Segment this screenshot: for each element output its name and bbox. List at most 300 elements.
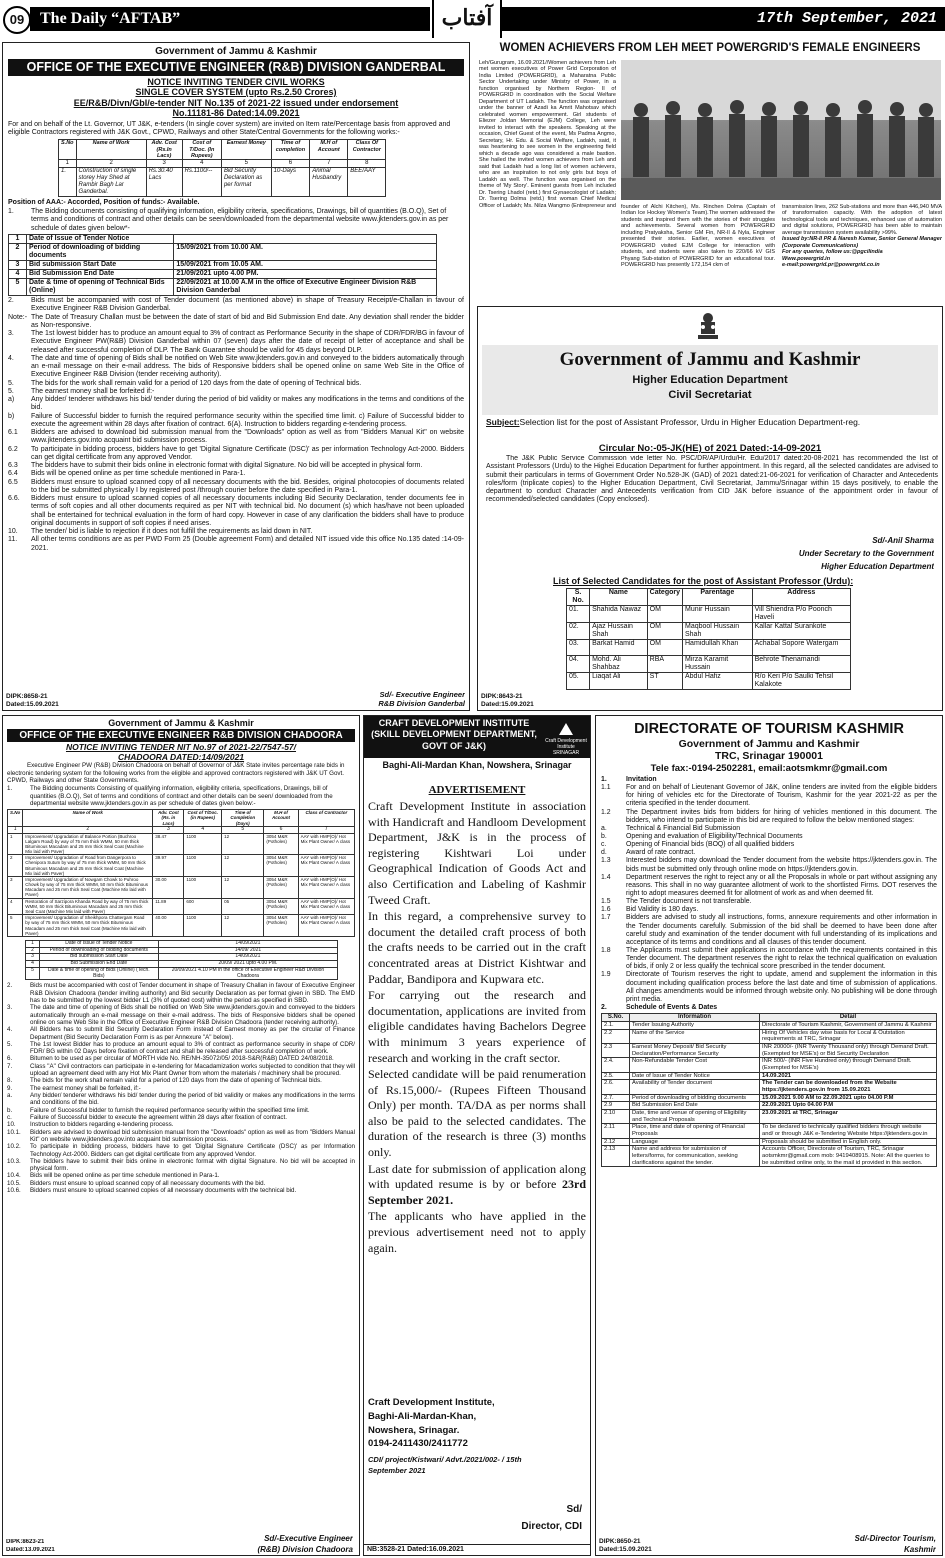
office-title: OFFICE OF THE EXECUTIVE ENGINEER R&B DIVISION CHADOORA xyxy=(7,729,355,743)
term-number: 6. xyxy=(7,1055,13,1063)
item-text: The Tender document is not transferable. xyxy=(626,898,752,906)
schedule-cell: 2.5. xyxy=(602,1072,630,1080)
masthead-logo: آفتاب xyxy=(432,0,502,38)
craft-development-ad xyxy=(363,715,591,1556)
table-cell: BEE/AAY xyxy=(348,168,386,197)
term-item xyxy=(7,1004,355,1026)
schedule-cell: Availability of Tender document xyxy=(630,1080,760,1094)
cdi-body xyxy=(368,799,586,1257)
dates-cell: 4 xyxy=(26,961,40,968)
para-1: 1. The Bidding documents consisting of qualifying information, eligibility criteria, specifications, Drawings, bill of quantities (B.O.Q), Set of terms and conditions of contract and other details can be seen/downloaded from the departmental website www.jktenders.gov.in as per schedule of dates given below*- xyxy=(8,208,449,232)
table-cell: 10-Days xyxy=(271,168,310,197)
circular-no: Circular No:-05-JK(HE) of 2021 Dated:-14-09-2021 xyxy=(598,443,822,454)
term-number: 6.3 xyxy=(8,462,18,470)
notice-sub3: EE/R&B/Divn/Gbl/e-tender NIT No.135 of 2021-22 issued under endorsement xyxy=(73,97,399,108)
sign-name: Sd/-Anil Sharma xyxy=(872,536,934,545)
work-cell: Improvement/ Upgradation of Road from Dangerpora to Chenipora Sutum by way of 75 mm thick WMM, 50 mm thick Bituminous Macadam and 25 mm thick Seal Coat (Machine Mix laid with Paver) xyxy=(23,855,153,877)
tender-item xyxy=(601,906,937,914)
candidate-cell: ST xyxy=(647,673,682,690)
dates-cell: 3 xyxy=(26,954,40,961)
dates-row xyxy=(9,261,437,270)
office-title: OFFICE OF THE EXECUTIVE ENGINEER (R&B) DIVISION GANDERBAL xyxy=(8,59,464,76)
term-text: The earnest money shall be forfeited if:- xyxy=(31,387,155,395)
intro-text: For and on behalf of the Lt. Governor, UT J&K, e-tenders (In single cover system) are invited on Item rate/Percentage basis from approved and eligible Contractors registered with J&K Govt., CPWD, Railways and other State/Central Governments for the following works:- xyxy=(8,120,451,137)
term-text: To participate in bidding process, bidders have to get 'Digital Signature Certificate (DSC)' as per Information Technology Act-2000. Bidders can get digital certificate from any approved Vendor. xyxy=(30,1143,355,1158)
term-item xyxy=(8,330,464,355)
chadoora-tender-ad xyxy=(2,715,360,1556)
item-number: 1.6 xyxy=(601,906,611,914)
schedule-cell: 2.9 xyxy=(602,1102,630,1110)
table-number-cell: 7 xyxy=(310,160,348,168)
term-number: 6.4 xyxy=(8,470,18,478)
schedule-row xyxy=(602,1022,937,1030)
item-text: Bid Validity is 180 days. xyxy=(626,906,699,914)
body-p4: Selected candidate will be paid renumeration of Rs.15,000/- (Rupees Fifteen Thousand Only) per month. TA/DA as per norms shall also be paid to the selected candidates. The duration of the research is three (3) months only. xyxy=(368,1067,586,1160)
tender-item xyxy=(601,1004,937,1012)
dates-row xyxy=(26,967,338,980)
item-number: 1.9 xyxy=(601,971,611,979)
dept-title: Higher Education Department xyxy=(632,374,788,387)
sign-designation: Under Secretary to the Government xyxy=(798,549,934,558)
dates-cell: Date & time of opening of Bids (Online) (Tech. Bids) xyxy=(40,967,159,980)
work-cell: 40.00 xyxy=(153,915,184,937)
govt-heading: Government of Jammu & Kashmir xyxy=(108,718,254,728)
term-text: Bids will be opened online as per time schedule mentioned in Para-1. xyxy=(30,1172,220,1180)
item-text: Opening and evaluation of Eligibility/Technical Documents xyxy=(626,833,803,841)
term-number: b. xyxy=(7,1106,13,1114)
work-cell: 3054 M&R (Potholes) xyxy=(264,833,298,855)
table-number-cell: 8 xyxy=(348,160,386,168)
work-cell: 1100 xyxy=(184,833,222,855)
dates-row xyxy=(9,234,437,243)
item-text: Bidders are advised to study all instructions, forms, annexure requirements and other information in the Tender documents carefully. Submission of the bid shall be deemed to have been done after careful study and examination of the tender document with full understanding of its implications and acceptance of its terms and conditions and all clauses of this tender document. xyxy=(626,914,937,946)
term-item xyxy=(7,1092,355,1107)
dates-cell: 22/09/2021 at 10.00 A.M in the office of Executive Engineer Division R&B Division Ganderbal xyxy=(174,279,436,296)
dates-cell: Period of downloading of bidding documents xyxy=(27,243,174,260)
sec-title: Civil Secretariat xyxy=(668,389,752,402)
candidates-table xyxy=(566,588,851,690)
schedule-row xyxy=(602,1029,937,1043)
schedule-cell: Date, time and venue of opening of Eligibility and Technical Proposals xyxy=(630,1109,760,1123)
table-number-cell: 6 xyxy=(264,826,298,833)
schedule-cell: 2.6. xyxy=(602,1080,630,1094)
table-header-cell: Category xyxy=(647,589,682,606)
schedule-row xyxy=(602,1102,937,1110)
schedule-cell: 2.1. xyxy=(602,1022,630,1030)
item-number: d. xyxy=(601,849,607,857)
candidate-cell: Munir Hussain xyxy=(683,606,753,623)
table-number-cell: 6 xyxy=(271,160,310,168)
term-number: 6.5 xyxy=(8,478,18,486)
item-text: Opening of Financial bids (BOQ) of all qualified bidders xyxy=(626,841,795,849)
work-cell: AAY with HMP(O)/ Hot Mix Plant Owner/ A class xyxy=(298,915,354,937)
article-title: WOMEN ACHIEVERS FROM LEH MEET POWERGRID'S FEMALE ENGINEERS xyxy=(499,42,921,54)
dates-row xyxy=(9,243,437,260)
term-item xyxy=(7,1114,355,1121)
tourism-tel: Tele fax:-0194-2502281, email:aotsmkmr@gmail.com xyxy=(650,762,888,774)
table-header-cell: Earnest Money xyxy=(221,140,271,160)
candidate-row xyxy=(567,606,851,623)
emblem-icon xyxy=(693,310,723,342)
table-header-cell: S. No. xyxy=(567,589,590,606)
schedule-row xyxy=(602,1094,937,1102)
sign-dept: Higher Education Department xyxy=(821,562,934,571)
govt-heading: Government of Jammu & Kashmir xyxy=(155,46,317,57)
body-p2: In this regard, a comprehensive survey to document the detailed craft process of both the crafts needs to be carried out in the craft concentrated areas at District Kishtwar and Paddar, Bandipora and Kupwara etc. xyxy=(368,909,586,986)
body-p6: The applicants who have applied in the previous advertisement need not to apply again. xyxy=(368,1209,586,1255)
term-number: 11. xyxy=(8,536,18,544)
dates-table xyxy=(25,940,338,981)
item-text: Invitation xyxy=(626,776,657,784)
tender-item xyxy=(601,898,937,906)
term-number: 10.4. xyxy=(7,1172,21,1180)
term-item xyxy=(7,1172,355,1179)
table-cell: Bid Security Declaration as per format xyxy=(221,168,271,197)
table-header-cell: M.H of Account xyxy=(310,140,348,160)
schedule-cell: 2.7. xyxy=(602,1094,630,1102)
table-number-cell: 1 xyxy=(8,826,23,833)
work-cell: 30.00 xyxy=(153,876,184,898)
term-text: Bidders must ensure to upload scanned copy of all necessary documents with the bid. xyxy=(30,1179,266,1187)
term-number: 6.1 xyxy=(8,429,18,437)
term-text: All other terms conditions are as per PWD Form 25 (Double agreement Form) and detailed NIT issued vide this office No.135 dated :14-09-2021. xyxy=(31,536,464,552)
candidate-cell: OM xyxy=(647,623,682,640)
dates-cell: 20/09/ 2021 upto 4.00 PM. xyxy=(158,961,337,968)
term-text: Bidders are advised to download bid submission manual from the "Downloads" option as well as from "Bidders Manual Kit" on website www.jktenders.gov.into acquaint bid submission process. xyxy=(30,1128,355,1143)
work-cell: 4 xyxy=(8,898,23,915)
terms-list xyxy=(7,982,355,1194)
work-cell: 12 xyxy=(222,833,264,855)
candidate-row xyxy=(567,623,851,640)
work-cell: 1100 xyxy=(184,855,222,877)
candidate-cell: RBA xyxy=(647,656,682,673)
dates-cell: Period of downloading of bidding documents xyxy=(40,947,159,954)
term-text: Bitumen to be used as per circular of MORTH vide No. RE/NH-35072/05/ 2018-S&R(R&B) DATED 24/08/2018. xyxy=(30,1055,334,1063)
term-text: Any bidder/ tenderer withdraws his bid/ tender during the period of bid validity or makes any modifications in the terms and conditions of the bid. xyxy=(30,1092,355,1107)
work-cell: 1100 xyxy=(184,876,222,898)
website: Www.powergrid.in xyxy=(782,255,831,262)
candidate-cell: Ajaz Hussain Shah xyxy=(590,623,648,640)
candidate-cell: Barkat Hamid xyxy=(590,640,648,656)
nb-ref: NB:3528-21 Dated:16.09.2021 xyxy=(364,1544,590,1555)
tender-item xyxy=(601,784,937,808)
term-number: 3. xyxy=(8,330,14,338)
term-number: 10.2. xyxy=(7,1143,21,1151)
schedule-cell: Tender Issuing Authority xyxy=(630,1022,760,1030)
schedule-row xyxy=(602,1080,937,1094)
dates-cell: Bid Submission End Date xyxy=(40,961,159,968)
photo-women-group xyxy=(621,60,941,200)
dipk-ref: DIPK:8643-21 xyxy=(481,693,523,701)
term-item xyxy=(8,528,464,536)
schedule-row xyxy=(602,1146,937,1167)
table-number-cell: 5 xyxy=(222,826,264,833)
term-item xyxy=(8,314,464,331)
item-number: 1.4 xyxy=(601,873,611,881)
term-text: The 1st lowest bidder has to produce an amount equal to 3% of contract as Performance Security in the shape of CDR/FDR/BG in favour of Executive Engineer PW(R&B) Division Ganderbal within 07 (seven) days after the date of receipt of letter of acceptance and shall be released after successful completion of DLP. The Bank Guarantee should be valid for 45 days beyond DLP. xyxy=(31,330,464,354)
term-item xyxy=(8,446,464,463)
term-text: The date and time of opening of Bids shall be notified on Web Site www.jktenders.gov.in and conveyed to the bidders automatically through an e-mail message on their e-mail address. The bids of Responsive bidders shall be opened online on same Web Site in the Office of Executive Engineer R&B Division (tender receiving authority). xyxy=(31,354,464,379)
schedule-cell: Language xyxy=(630,1138,760,1146)
term-number: a. xyxy=(7,1092,13,1100)
table-header-cell: Name xyxy=(590,589,648,606)
work-cell: 12 xyxy=(222,915,264,937)
article-col-1: Leh/Gurugram, 16.09.2021//Women achievers from Leh met women executives of Power Grid Corporation of India Limited (POWERGRID), a Maharatna Public Sector Undertaking under Ministry of Power, in a function organised by Northern Region- II of POWERGRID in coordination with the Social Welfare Department of UT Ladakh. The function was organised under the banner of Azadi ka Amrit Mahotsav which celebrated women empowerment. Girl students of Eliezer Joldan Memorial (EJM) College, Leh were invited to interact with the speakers. Speaking at the occasion, Chief Guest of the event, Ms Padma Angmo, Secretary, Hr. Edu. & Social Welfare, Ladakh, said, it was heartening to see women in the engineering field which a decade ago was considered a male bastion. She hailed the invited women achievers from Leh and said that Ladakh had a long list of women achievers, who are an inspiration to not only girls but boys of Ladakh as well. The function was organised on the theme of 'My Story'. Eminent guests from Leh included Dr. Tsering Lhadol (retd.) first Gynaecologist of Ladakh; Dr. Tsering Dolma (retd.) first woman Chief Medical Officer of Ladakh; Ms. Nilza Wangmo (Entrepreneur and xyxy=(479,60,616,209)
schedule-row xyxy=(602,1058,937,1072)
item-text: The Department invites bids from bidders for hiring of vehicles mentioned in this document. The bidders, who intend to participate in this bid are required to follow the below mentioned stages: xyxy=(626,808,937,824)
term-item xyxy=(8,470,464,478)
col3-text: transmission lines, 262 Sub-stations and more than 446,940 MVA of transformation capacity. With the adoption of latest technological tools and techniques, enhanced use of automation and digital solutions, POWERGRID has been able to maintain average transmission system availability >99%. xyxy=(782,204,942,236)
dates-cell: Bid Submission End Date xyxy=(27,270,174,279)
article-col-2: founder of Alchi Kitchen), Ms. Rinchen Dolma (Captain of Indian Ice Hockey Women's Team).The women addressed the students and inspired them with the stories of their struggles and achievements. Several women from POWERGRID including Pratyaksha, Senior GM Fin, NR-II & Nyla, Engineer presented their stories. Earlier, women executives of POWERGRID visited EJM College for interaction with students, and students were also taken to 220/66 kV GIS Phyang Sub-station of POWERGRID for an educational tour. POWERGRID has presently 172,154 ckm of xyxy=(621,204,775,269)
dipk-ref: DIPK:8650-21 xyxy=(599,1538,641,1546)
work-row xyxy=(8,855,355,877)
term-number: 10. xyxy=(8,528,18,536)
item-text: Schedule of Events & Dates xyxy=(626,1004,718,1011)
dates-cell: Date of Issue of Tender Notice xyxy=(40,940,159,947)
work-cell: 3054 M&R (Potholes) xyxy=(264,855,298,877)
candidate-row xyxy=(567,640,851,656)
cdi-logo-icon xyxy=(558,722,574,736)
work-cell: 3 xyxy=(8,876,23,898)
table-cell: Rs.30.40 Lacs xyxy=(146,168,182,197)
table-number-cell: 7 xyxy=(298,826,354,833)
subject-line xyxy=(486,417,936,427)
tourism-tender-ad xyxy=(595,715,943,1556)
dated-ref: Dated:15.09.2021 xyxy=(6,701,59,709)
schedule-cell: Place, time and date of opening of Financial Proposals xyxy=(630,1124,760,1138)
govt-title: Government of Jammu and Kashmir xyxy=(559,349,861,370)
schedule-row xyxy=(602,1109,937,1123)
table-header-cell: S.No. xyxy=(602,1014,630,1022)
term-text: Class "A" Civil contractors can participate in e-tendering for Macadamization works subjected to condition that they will upload an agreement deed with any Hot Mix Plant Owner from whom the materials / machinery shall be procured. xyxy=(30,1062,355,1078)
signature-1: Sd/-Director Tourism, xyxy=(854,1533,936,1543)
term-number: b) xyxy=(8,412,15,420)
term-text: To participate in bidding process, bidders have to get 'Digital Signature Certificate (DSC)' as per information Technology Act-2000. Bidders can get digital certificate from any approved Vendor. xyxy=(31,445,464,461)
term-number: 5. xyxy=(8,379,14,387)
table-number-cell: 4 xyxy=(182,160,221,168)
term-item xyxy=(7,1107,355,1114)
dates-cell: 1 xyxy=(26,940,40,947)
schedule-cell: 15.09.2021 9.00 AM to 22.09.2021 upto 04.00 P.M xyxy=(760,1094,937,1102)
candidate-cell: 02. xyxy=(567,623,590,640)
term-item xyxy=(8,396,464,413)
term-item xyxy=(8,388,464,396)
candidate-cell: OM xyxy=(647,606,682,623)
term-number: 6.2 xyxy=(8,445,18,453)
signature-2: Director, CDI xyxy=(521,1521,582,1532)
subject-label: Subject: xyxy=(486,417,520,427)
table-number-cell: 2 xyxy=(76,160,146,168)
dates-cell: 1 xyxy=(9,234,27,243)
schedule-cell: Bid Submission End Date xyxy=(630,1102,760,1110)
term-text: The bids for the work shall remain valid for a period of 120 days from the date of opening of Technical bids. xyxy=(31,379,362,387)
dates-cell: 14/09/2021 xyxy=(158,954,337,961)
candidate-cell: R/o Keri P/o Saulki Tehsil Kalakote xyxy=(752,673,850,690)
table-number-cell: 3 xyxy=(146,160,182,168)
list-title: List of Selected Candidates for the post of Assistant Professor (Urdu): xyxy=(553,576,854,586)
schedule-cell: Hiring Of Vehicles day wise basis for Local & Outstation requirements at TRC, Srinagar xyxy=(760,1029,937,1043)
tender-item xyxy=(601,776,937,784)
dates-cell: 5 xyxy=(9,279,27,296)
signature-2: (R&B) Division Chadoora xyxy=(257,1544,353,1554)
tender-item xyxy=(601,947,937,971)
schedule-cell: Date of Issue of Tender Notice xyxy=(630,1072,760,1080)
term-text: All Bidders has to submit Bid Security Declaration Form instead of Earnest money as per the circular of Finance Department (Bid Security Declaration Form is as per Annexure "A" below). xyxy=(30,1026,355,1041)
term-number: Note:- xyxy=(8,313,28,321)
table-header-cell: Name of Work xyxy=(23,810,153,827)
candidate-cell: Kallar Kattal Surankote xyxy=(752,623,850,640)
term-number: c. xyxy=(7,1113,12,1121)
term-item xyxy=(8,479,464,496)
term-text: The bidders have to submit their bids online in electronic format with digital Signature. No bid will be accepted in physical form. xyxy=(31,462,423,470)
signature-2: R&B Division Ganderbal xyxy=(378,700,465,709)
candidate-cell: Liaqat Ali xyxy=(590,673,648,690)
notice-sub4: No.11181-86 Dated:14.09.2021 xyxy=(172,108,300,119)
table-cell: Rs.1100/-- xyxy=(182,168,221,197)
work-cell: AAY with HMP(O)/ Hot Mix Plant Owner/ A class xyxy=(298,898,354,915)
work-cell: 3054 M&R (Potholes) xyxy=(264,898,298,915)
issued-by: Issued by:NR-II PR & Naresh Kumar, Senior General Manager (Corporate Communications) xyxy=(782,236,942,249)
dates-table xyxy=(8,234,437,296)
item-number: b. xyxy=(601,833,607,841)
table-header-cell: Address xyxy=(752,589,850,606)
notice-sub1: NOTICE INVITING TENDER CIVIL WORKS xyxy=(147,76,325,87)
body-p3: For carrying out the research and documentation, applications are invited from eligible candidates having Bachelors Degree with minimum 3 years experience of research and working in the craft sector. xyxy=(368,988,586,1065)
candidate-cell: OM xyxy=(647,640,682,656)
para-1: 1. The Bidding documents Consisting of qualifying information, eligibility criteria, specifications, Drawings, bill of quantities (B.O.Q), Set of terms and conditions of contract and other details can be seen/ downloaded from the departmental website www.jktenders.gov.in as per schedule of dates given below:- xyxy=(7,785,333,807)
dates-cell: 20/09/2021 4.10 PM in the office of Executive Engineer R&B Division Chadoora xyxy=(158,967,337,980)
item-number: a. xyxy=(601,824,607,832)
dated-ref: Dated:15.09.2021 xyxy=(481,701,534,709)
item-text: For and on behalf of Lieutenant Governor of J&K, online tenders are invited from the eligible bidders for hiring of vehicles etc for the Directorate of Tourism, Kashmir for the year 2021-22 as per the criteria specified in the tender document. xyxy=(626,784,937,808)
term-item xyxy=(8,355,464,380)
dates-cell: 3 xyxy=(9,261,27,270)
term-item xyxy=(7,1085,355,1092)
work-cell: 3054 M&R (Potholes) xyxy=(264,915,298,937)
term-text: Bidders must ensure to upload scanned copies of all necessary documents with the technical bid. xyxy=(30,1187,297,1195)
candidate-cell: 05. xyxy=(567,673,590,690)
term-number: 3. xyxy=(7,1004,13,1012)
dated-ref: Dated:13.09.2021 xyxy=(6,1546,55,1553)
term-item xyxy=(7,1158,355,1173)
table-header-cell: Cost of T/Doc. (in Rupees) xyxy=(184,810,222,827)
table-number-cell: 2 xyxy=(23,826,153,833)
term-item xyxy=(7,1041,355,1056)
schedule-cell: Non-Refundable Tender Cost xyxy=(630,1058,760,1072)
term-number: 4. xyxy=(8,354,14,362)
work-row xyxy=(8,915,355,937)
work-cell: 39.97 xyxy=(153,855,184,877)
dates-cell: Date of Issue of Tender Notice xyxy=(27,234,174,243)
schedule-table xyxy=(601,1013,937,1167)
table-number-cell: 1 xyxy=(59,160,77,168)
table-header-cell: Name of Work xyxy=(76,140,146,160)
body-p1: Craft Development Institute in association with Handicraft and Handloom Development Department, J&K is in the process of registering Kishtwari Loi under Geographical Indication of Goods Act and also Certification and Labeling of Kashmir Tweed Craft. xyxy=(368,799,586,907)
term-text: The earnest money shall be forfeited, if:- xyxy=(30,1084,141,1092)
table-header-cell: Adv. Cost (Rs. in Lacs) xyxy=(153,810,184,827)
candidate-cell: Abdul Hafiz xyxy=(683,673,753,690)
term-item xyxy=(8,413,464,430)
table-header-cell: Class of Contractor xyxy=(298,810,354,827)
work-cell: Restoration of Sarzipora Khanda Road by way of 75 mm thick WMM, 50 mm thick Bituminous Macadam and 25 mm thick Seal Coat (Machine Mix laid with Paver) xyxy=(23,898,153,915)
group-photo xyxy=(621,60,941,200)
work-cell: 1 xyxy=(8,833,23,855)
schedule-row xyxy=(602,1072,937,1080)
table-header-cell: Time of completion xyxy=(271,140,310,160)
work-cell: 12 xyxy=(222,876,264,898)
term-number: 10.1. xyxy=(7,1128,21,1136)
term-item xyxy=(7,982,355,1004)
candidate-cell: Behrote Thenamandi xyxy=(752,656,850,673)
schedule-cell: Name and address for submission of letters/forms, for communication, seeking clarifications against the tender. xyxy=(630,1146,760,1167)
signature-1: Sd/-Executive Engineer xyxy=(264,1533,353,1543)
term-text: Bidders are advised to download bid submission manual from the "Downloads" option as well as from "Bidders Manual Kit" on website www.jktenders.gov.into acquaint bid submission process. xyxy=(31,429,464,445)
advertisement-heading: ADVERTISEMENT xyxy=(428,784,526,796)
schedule-cell: Accounts Officer, Directorate of Tourism, TRC, Srinagar aotsmkmr@gmail.com mob: 9419408915. Note: All the queries to be submitted online only, to the mail id provided in this section. xyxy=(760,1146,937,1167)
term-item xyxy=(7,1055,355,1062)
powergrid-article xyxy=(477,42,943,302)
item-text: The Applicants must submit their applications in accordance with the requirements contained in this Tender document. The department reserves the right to relax the technical qualification on evaluation of bids, if only 2 or less qualify the technical score prescribed in the tender document. xyxy=(626,947,937,971)
term-text: The bids for the work shall remain valid for a period of 120 days from the date of opening of Technical bids. xyxy=(30,1077,322,1085)
term-item xyxy=(8,536,464,553)
work-cell: Improvement/ Upgradation of Nowgam Chowk to Puhroo Chowk by way of 75 mm thick WMM, 50 mm thick Bituminous Macadam and 25 mm thick Seal Coat (Machine Mix laid with Paver) xyxy=(23,876,153,898)
candidate-cell: Mohd. Ali Shahbaz xyxy=(590,656,648,673)
term-text: Bids must be accompanied with cost of Tender document (as mentioned above) in shape of Treasury Receipt/e-Challan in favour of Executive Engineer R&B Division Ganderbal. xyxy=(31,297,464,313)
works-table xyxy=(7,809,355,937)
dates-cell: 15/09/2021 from 10.05 AM. xyxy=(174,261,436,270)
schedule-cell: 2.2 xyxy=(602,1029,630,1043)
item-text: Interested bidders may download the Tender document from the website https://jktenders.gov.in. The bids must be submitted only through online mode on https://jktenders.gov.in. xyxy=(626,857,937,873)
tender-item xyxy=(601,841,937,849)
term-item xyxy=(8,380,464,388)
candidate-row xyxy=(567,673,851,690)
higher-education-ad xyxy=(477,306,943,711)
circular-body: The J&K Public Service Commission vide letter No. PSC/DR/AP/Urdu/Hr. Edu/2017 dated:20-08-2021 has recommended the list of Assistant Professors (Urdu) to the Highei Education Department for further appointment. In this regard, all the selected candidates are advised to submit their particulars in terms of Government Order No.528-JK (GAD) of 2021 dated:21-06-2021 for verification of Character and Antecedents roles/form (triplicate copies) to the Higher Education Department, Civil Secretariat, Jammu/Srinagar within 15 days positively, to enable the department to conduct Character and Antecedents verification from CID J&K before issuance of the appointment order in favour of recommended/selected candidates (Copy enclosed). xyxy=(486,455,938,504)
item-number: 2. xyxy=(601,1004,607,1011)
term-item xyxy=(7,1121,355,1128)
cdi-contact: Craft Development Institute, Baghi-Ali-Mardan-Khan, Nowshera, Srinagar. 0194-2411430/2411772 xyxy=(368,1397,495,1450)
table-number-cell: 4 xyxy=(184,826,222,833)
term-item xyxy=(8,429,464,446)
candidate-cell: 03. xyxy=(567,640,590,656)
term-text: Failure of Successful bidder to furnish the required performance security within the specified time limit. xyxy=(30,1106,310,1114)
tourism-trc: TRC, Srinagar 190001 xyxy=(715,750,823,763)
schedule-cell: 2.4. xyxy=(602,1058,630,1072)
work-row xyxy=(8,898,355,915)
term-number: a) xyxy=(8,396,15,404)
term-number: 2. xyxy=(7,982,13,990)
term-number: 8. xyxy=(7,1077,13,1085)
work-cell: 12 xyxy=(222,855,264,877)
table-header-cell: Parentage xyxy=(683,589,753,606)
email: e-mail:powergrid.pr@powergrid.co.in xyxy=(782,262,880,269)
work-cell: 5 xyxy=(8,915,23,937)
term-text: The bidders have to submit their bids online in electronic format with digital Signature. No bid will be accepted in physical form. xyxy=(30,1157,355,1173)
tender-item xyxy=(601,809,937,825)
table-number-cell: 5 xyxy=(221,160,271,168)
term-text: Bids must be accompanied with cost of Tender document in shape of Treasury Challan in favour of Executive Engineer R&B Division Chadoora (tender inviting authority) and Bid security Declaration as per format given in SBD. The EMD has to be submitted by the lowest bidder L1 (3% of quoted cost) within the period as specified in SBD. xyxy=(30,982,355,1004)
schedule-cell: 2.11 xyxy=(602,1124,630,1138)
title-block xyxy=(482,345,938,415)
item-text: Technical & Financial Bid Submission xyxy=(626,824,741,832)
item-number: c. xyxy=(601,841,607,849)
work-cell: AAY with HMP(O)/ Hot Mix Plant Owner/ A class xyxy=(298,855,354,877)
work-cell: 11.89 xyxy=(153,898,184,915)
signature-2: Kashmir xyxy=(903,1544,936,1554)
table-cell: 1. xyxy=(59,168,77,197)
schedule-cell: 2.10 xyxy=(602,1109,630,1123)
